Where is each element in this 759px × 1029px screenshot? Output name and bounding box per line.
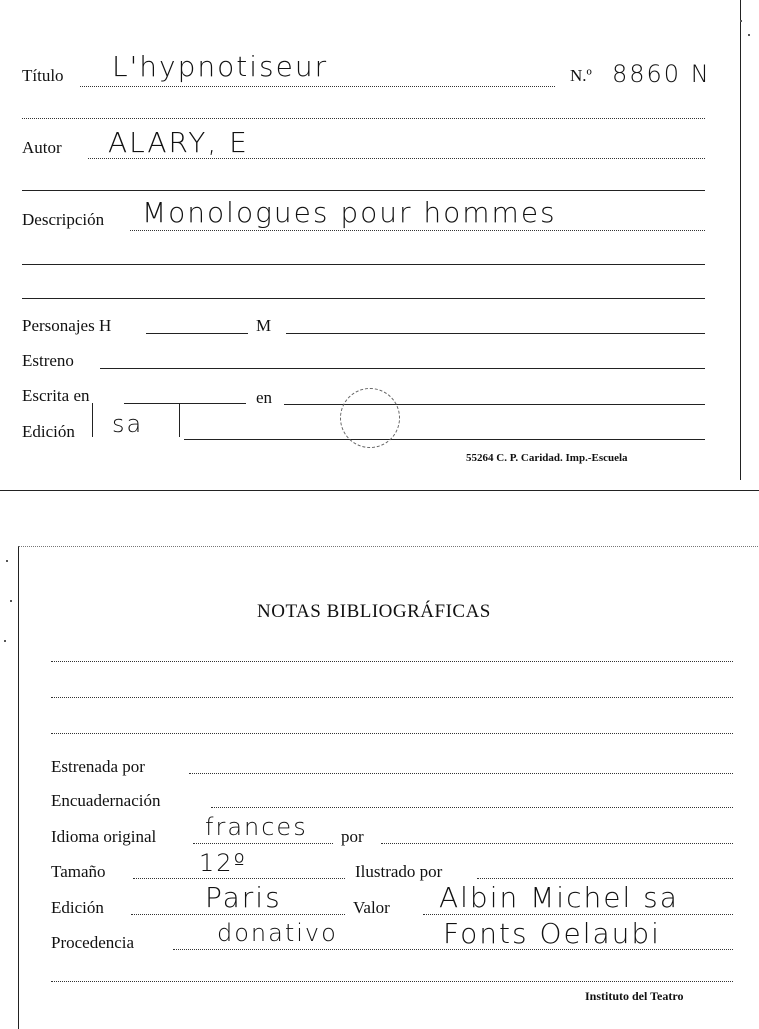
idioma-line: [193, 843, 333, 844]
scan-speck: [740, 20, 742, 22]
valor-label: Valor: [353, 898, 390, 917]
notas-line-3: [51, 733, 733, 734]
procedencia-extra: Fonts Oelaubi: [443, 917, 661, 950]
tamano-value: 12º: [199, 849, 247, 877]
idioma-label: Idioma original: [51, 827, 157, 846]
descripcion-label: Descripción: [22, 210, 105, 229]
personajes-m-line: [286, 333, 705, 334]
encuadernacion-line: [211, 807, 733, 808]
scan-speck: [6, 560, 8, 562]
scan-speck: [748, 34, 750, 36]
descripcion-extra-line-2: [22, 298, 705, 299]
encuadernacion-label: Encuadernación: [51, 791, 161, 810]
edicion-value: sa: [112, 410, 144, 438]
personajes-m-label: M: [256, 316, 272, 335]
valor-value: Albin Michel sa: [439, 881, 679, 914]
estreno-line: [100, 368, 705, 369]
autor-value: ALARY, E: [108, 126, 249, 159]
personajes-label: Personajes H: [22, 316, 112, 335]
descripcion-line: [130, 230, 705, 231]
punch-hole: [340, 388, 400, 448]
valor-line: [423, 914, 733, 915]
descripcion-value: Monologues pour hommes: [142, 196, 557, 229]
tamano-line: [133, 878, 345, 879]
card-separator: [0, 490, 759, 491]
por-label: por: [341, 827, 364, 846]
titulo-line: [80, 86, 555, 87]
notas-line-1: [51, 661, 733, 662]
titulo-value: L'hypnotiseur: [112, 50, 329, 83]
personajes-h-line: [146, 333, 248, 334]
edicion2-label: Edición: [51, 898, 104, 917]
por-line: [381, 843, 733, 844]
edicion2-line: [131, 914, 345, 915]
estrenada-label: Estrenada por: [51, 757, 145, 776]
notas-line-2: [51, 697, 733, 698]
titulo-label: Título: [22, 66, 64, 85]
ilustrado-label: Ilustrado por: [355, 862, 443, 881]
ilustrado-line: [477, 878, 733, 879]
catalog-card-front: [0, 0, 741, 480]
printer-note: 55264 C. P. Caridad. Imp.-Escuela: [466, 452, 628, 464]
notas-heading: NOTAS BIBLIOGRÁFICAS: [257, 601, 491, 622]
scan-speck: [10, 600, 12, 602]
notas-bottom-line: [51, 981, 733, 982]
numero-label: N.º: [570, 66, 592, 85]
numero-value: 8860 N: [612, 60, 711, 88]
tamano-label: Tamaño: [51, 862, 106, 881]
estreno-label: Estreno: [22, 351, 74, 370]
titulo-extra-line: [22, 118, 705, 119]
procedencia-value: donativo: [217, 919, 338, 947]
edicion-label: Edición: [22, 422, 75, 441]
autor-extra-line: [22, 190, 705, 191]
descripcion-extra-line-1: [22, 264, 705, 265]
edicion2-value: Paris: [205, 881, 282, 914]
autor-label: Autor: [22, 138, 62, 157]
escrita-en-label: en: [256, 388, 273, 407]
escrita-label: Escrita en: [22, 386, 90, 405]
catalog-card-back: [18, 546, 759, 1029]
estrenada-line: [189, 773, 733, 774]
edicion-line: [184, 439, 705, 440]
scan-speck: [4, 640, 6, 642]
procedencia-label: Procedencia: [51, 933, 135, 952]
idioma-value: frances: [205, 813, 308, 841]
footer-institution: Instituto del Teatro: [585, 989, 684, 1003]
